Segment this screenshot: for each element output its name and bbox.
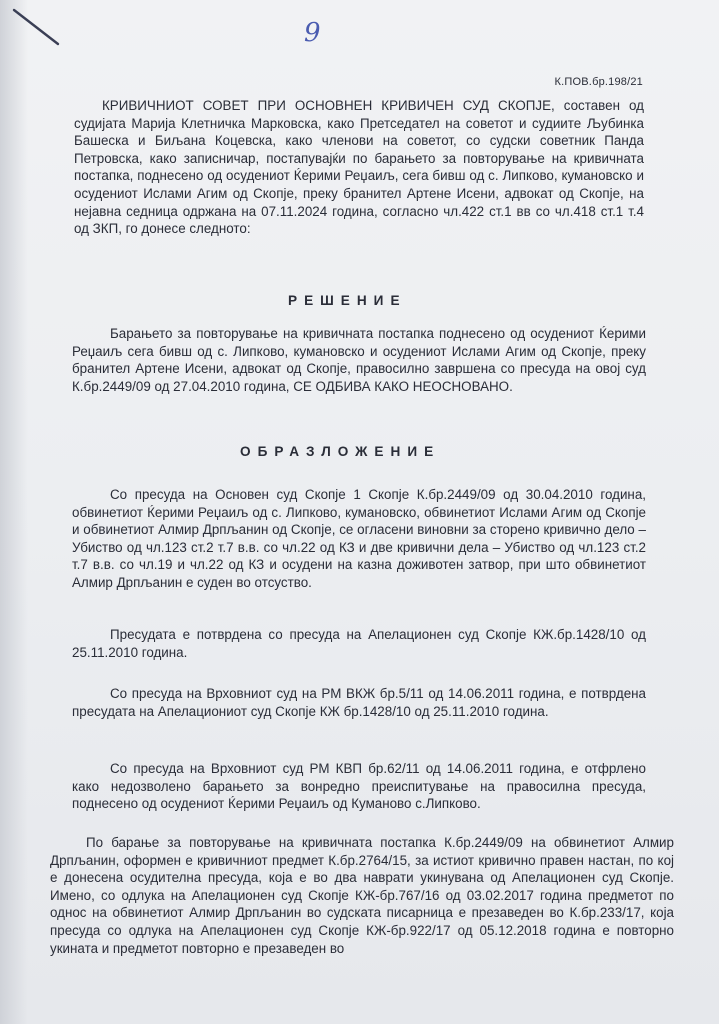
reasoning-paragraph-4: Со пресуда на Врховниот суд РМ КВП бр.62/11 од 14.06.2011 година, е отфрлено како недозволено барањето за вонредно преиспитување на правосилна пресуда, поднесено од осудениот Ќерими Реџаиљ од Куманово с.Липково. (72, 761, 646, 812)
page-shadow-edge (0, 0, 28, 1024)
reasoning-paragraph-2: Пресудата е потврдена со пресуда на Апелационен суд Скопје КЖ.бр.1428/10 од 25.11.2010 година. (72, 627, 646, 660)
reasoning-paragraph-3: Со пресуда на Врховниот суд на РМ ВКЖ бр.5/11 од 14.06.2011 година, е потврдена пресудата на Апелациониот суд Скопје КЖ бр.1428/10 од 25.11.2010 година. (72, 686, 646, 719)
decision-heading: РЕШЕНИЕ (288, 293, 407, 308)
decision-paragraph: Барањето за повторување на кривичната постапка поднесено од осудениот Ќерими Реџаиљ сега бивш од с. Липково, кумановско и осудениот Ислами Агим од Скопје, преку бранител Артене Исени, адвокат од Скопје, правосилно завршена со пресуда на овој суд К.бр.2449/09 од 27.04.2010 година, СЕ ОДБИВА КАКО НЕОСНОВАНО. (72, 326, 646, 394)
reasoning-heading: ОБРАЗЛОЖЕНИЕ (240, 444, 441, 459)
case-number: К.ПОВ.бр.198/21 (554, 76, 643, 88)
intro-paragraph: КРИВИЧНИОТ СОВЕТ ПРИ ОСНОВНЕН КРИВИЧЕН СУД СКОПЈЕ, составен од судијата Марија Клетничка Марковска, како Претседател на советот и судиите Љубинка Башеска и Биљана Коцевска, како членови на советот, со судски советник Панда Петровска, како записничар, постапувајќи по барањето за повторување на кривичната постапка, поднесено од осудениот Ќерими Реџаиљ, сега бивш од с. Липково, кумановско и осудениот Ислами Агим од Скопје, преку бранител Артене Исени, адвокат од Скопје, на нејавна седница одржана на 07.11.2024 година, согласно чл.422 ст.1 вв со чл.418 ст.1 т.4 од ЗКП, го донесе следното: (74, 98, 644, 237)
reasoning-paragraph-1: Со пресуда на Основен суд Скопје 1 Скопје К.бр.2449/09 од 30.04.2010 година, обвинетиот Ќерими Реџаиљ од с. Липково, кумановско, обвинетиот Ислами Агим од Скопје и обвинетиот Алмир Дрпљанин од Скопје, се огласени виновни за сторено кривично дело – Убиство од чл.123 ст.2 т.7 в.в. со чл.22 од КЗ и две кривични дела – Убиство од чл.123 ст.2 т.7 в.в. со чл.19 и чл.22 од КЗ и осудени на казна доживотен затвор, при што обвинетиот Алмир Дрпљанин е суден во отсуство. (72, 487, 646, 590)
pen-stroke-mark (10, 2, 70, 52)
handwritten-page-number: 9 (304, 18, 321, 48)
reasoning-paragraph-5: По барање за повторување на кривичната постапка К.бр.2449/09 на обвинетиот Алмир Дрпљанин, оформен е кривичниот предмет К.бр.2764/15, за истиот кривично правен настан, по кој е донесена осудителна пресуда, која е во два наврати укинувана од Апелационен суд Скопје. Имено, со одлука на Апелационен суд Скопје КЖ-бр.767/16 од 03.02.2017 година предметот по однос на обвинетиот Алмир Дрпљанин во судската писарница е презаведен во К.бр.233/17, која пресуда со одлука на Апелационен суд Скопје КЖ-бр.922/17 од 05.12.2018 година е повторно укината и предметот повторно е презаведен во (50, 835, 674, 956)
